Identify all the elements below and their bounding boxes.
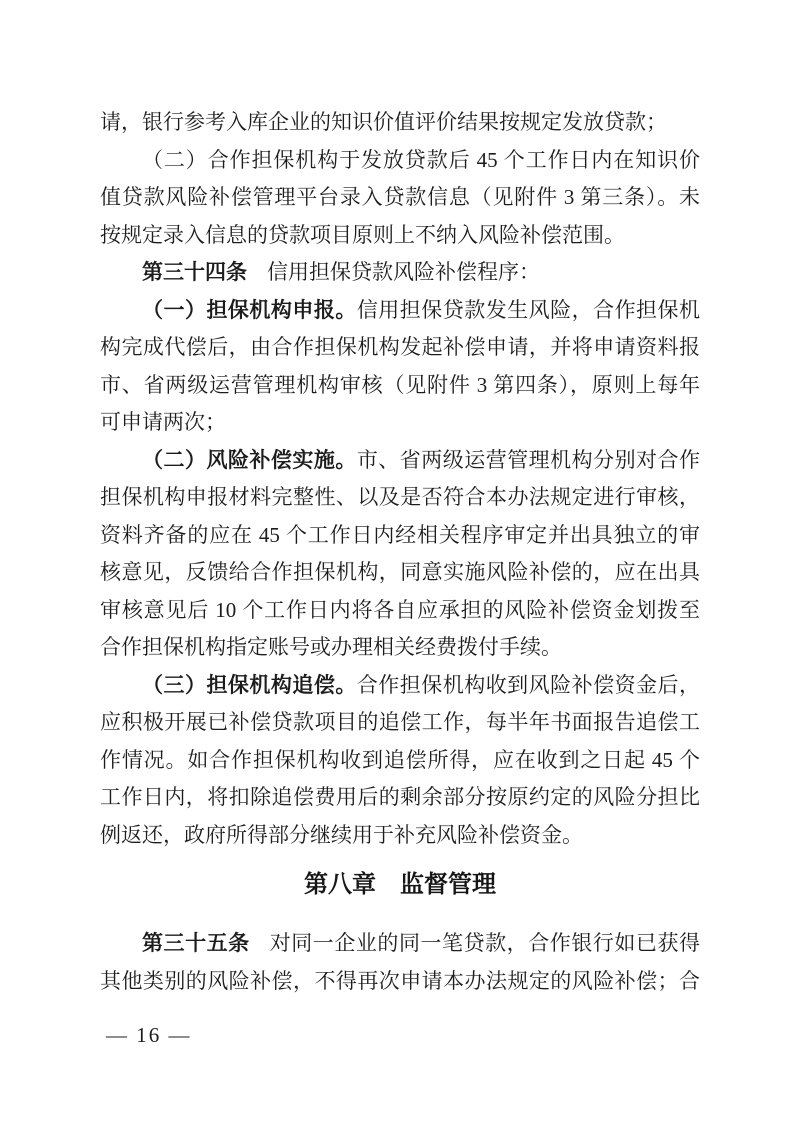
line-text: 请，银行参考入库企业的知识价值评价结果按规定发放贷款； bbox=[100, 110, 667, 134]
text-line bbox=[100, 629, 700, 667]
para-article-34 bbox=[100, 254, 700, 292]
line-text: 信用担保贷款发生风险，合作担保机 bbox=[356, 297, 701, 322]
line-text: 对同一企业的同一笔贷款，合作银行如已获得 bbox=[269, 931, 701, 955]
line-text: 市、省两级运营管理机构分别对合作 bbox=[356, 447, 701, 472]
text-line bbox=[100, 479, 700, 517]
text-line bbox=[100, 329, 700, 367]
para-item1-guarantee-agency-report bbox=[100, 292, 700, 442]
text-line bbox=[100, 292, 700, 330]
line-text: 按规定录入信息的贷款项目原则上不纳入风险补偿范围。 bbox=[100, 222, 625, 247]
line-text: 信用担保贷款风险补偿程序： bbox=[267, 260, 540, 284]
text-line bbox=[100, 404, 700, 442]
text-line bbox=[100, 963, 700, 1001]
text-line bbox=[100, 779, 700, 817]
line-text: 核意见，反馈给合作担保机构，同意实施风险补偿的，应在出具 bbox=[100, 560, 700, 584]
text-line bbox=[100, 925, 700, 963]
text-line bbox=[100, 592, 700, 630]
line-text: 审核意见后 10 个工作日内将各自应承担的风险补偿资金划拨至 bbox=[100, 597, 700, 622]
text-line bbox=[100, 517, 700, 555]
text-line bbox=[100, 254, 700, 292]
para-continuation-loan-issue bbox=[100, 104, 700, 142]
bold-lead: （一）担保机构申报。 bbox=[142, 297, 357, 322]
text-line bbox=[100, 367, 700, 405]
line-text: 担保机构申报材料完整性、以及是否符合本办法规定进行审核， bbox=[100, 485, 700, 509]
text-line bbox=[100, 442, 700, 480]
line-text: 例返还，政府所得部分继续用于补充风险补偿资金。 bbox=[100, 822, 583, 847]
text-line bbox=[100, 179, 700, 217]
line-text: 市、省两级运营管理机构审核（见附件 3 第四条），原则上每年 bbox=[100, 372, 700, 397]
text-line bbox=[100, 142, 700, 180]
line-text: 值贷款风险补偿管理平台录入贷款信息（见附件 3 第三条）。未 bbox=[100, 185, 700, 209]
line-text: 工作日内，将扣除追偿费用后的剩余部分按原约定的风险分担比 bbox=[100, 785, 700, 809]
line-text: 合作担保机构收到风险补偿资金后， bbox=[356, 672, 701, 697]
chapter-8-heading: 第八章 监督管理 bbox=[304, 871, 496, 898]
para-item3-guarantee-agency-recovery bbox=[100, 667, 700, 855]
line-text: （二）合作担保机构于发放贷款后 45 个工作日内在知识价 bbox=[142, 147, 700, 172]
bold-lead: 第三十四条 bbox=[142, 260, 247, 284]
bold-lead: （三）担保机构追偿。 bbox=[142, 672, 357, 697]
text-line bbox=[100, 554, 700, 592]
page-number: — 16 — bbox=[106, 1023, 192, 1047]
line-text: 可申请两次； bbox=[100, 410, 226, 434]
text-line bbox=[100, 817, 700, 855]
text-line bbox=[100, 742, 700, 780]
para-article-35 bbox=[100, 925, 700, 1000]
text-line bbox=[100, 217, 700, 255]
bold-lead: 第三十五条 bbox=[142, 931, 250, 955]
bold-lead: （二）风险补偿实施。 bbox=[142, 447, 357, 472]
text-line bbox=[100, 704, 700, 742]
line-text: 其他类别的风险补偿，不得再次申请本办法规定的风险补偿；合 bbox=[100, 968, 700, 993]
para-item2-risk-compensation-implementation bbox=[100, 442, 700, 667]
text-line bbox=[100, 104, 700, 142]
document-body bbox=[100, 104, 700, 1000]
line-text: 应积极开展已补偿贷款项目的追偿工作，每半年书面报告追偿工 bbox=[100, 710, 700, 734]
line-text: 资料齐备的应在 45 个工作日内经相关程序审定并出具独立的审 bbox=[100, 522, 700, 547]
line-text: 合作担保机构指定账号或办理相关经费拨付手续。 bbox=[100, 635, 562, 659]
text-line bbox=[100, 667, 700, 705]
para-item2-loan-info-entry bbox=[100, 142, 700, 255]
line-text: 作情况。如合作担保机构收到追偿所得，应在收到之日起 45 个 bbox=[100, 747, 700, 772]
line-text: 构完成代偿后，由合作担保机构发起补偿申请，并将申请资料报 bbox=[100, 335, 700, 359]
